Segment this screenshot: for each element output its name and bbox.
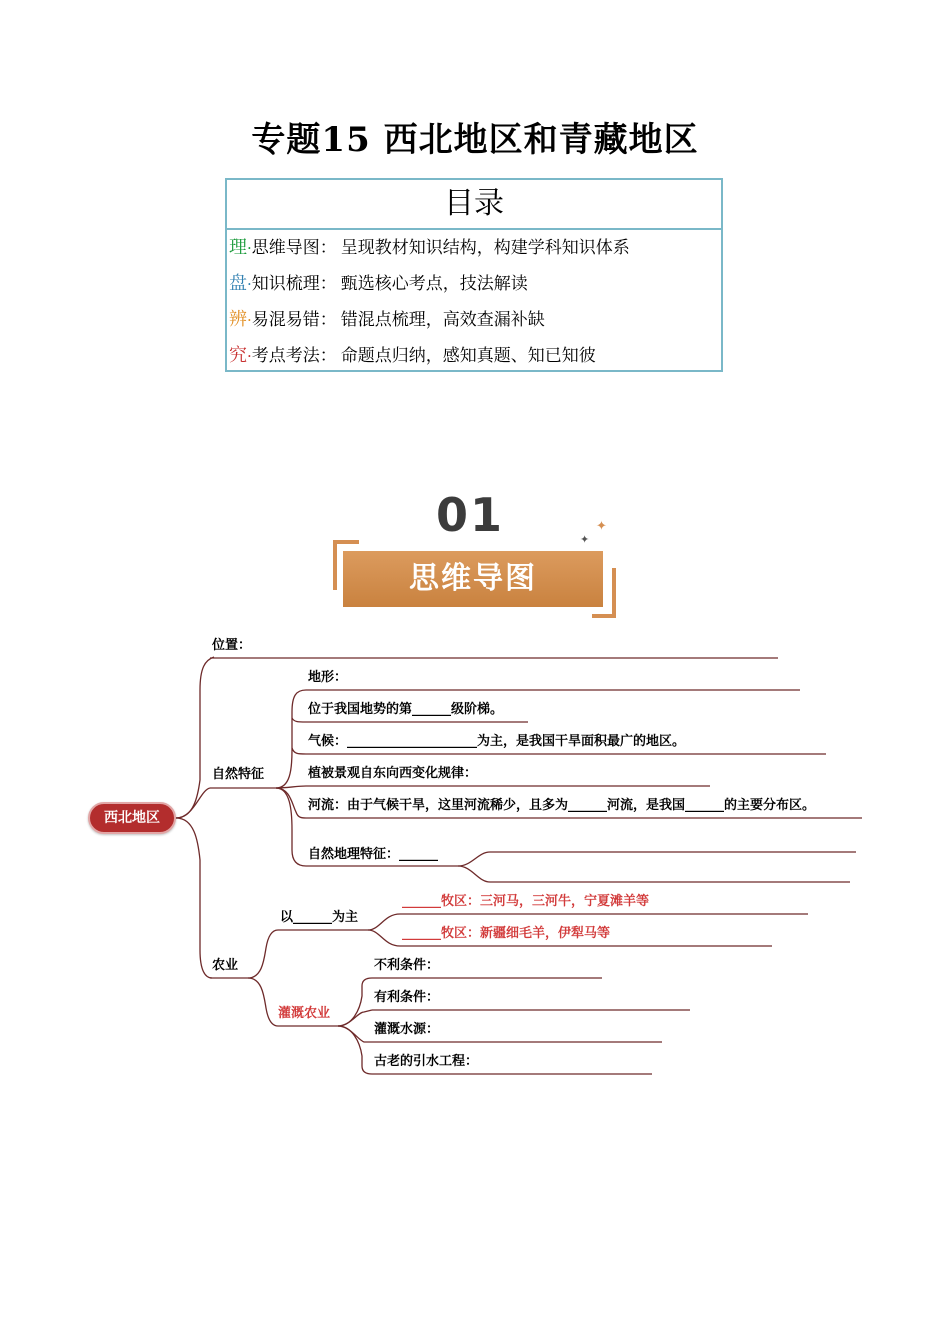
branch-line bbox=[338, 1026, 372, 1074]
branch-line bbox=[458, 852, 856, 866]
mindmap-root: 西北地区 bbox=[88, 802, 176, 834]
node-vegetation: 植被景观自东向西变化规律： bbox=[308, 766, 478, 781]
node-pastoral-area-2: ______牧区：新疆细毛羊，伊犁马等 bbox=[402, 926, 611, 941]
toc-key: 究 bbox=[229, 345, 247, 366]
toc-desc: 命题点归纳，感知真题、知已知彼 bbox=[340, 346, 596, 366]
toc-key: 理 bbox=[229, 237, 247, 258]
node-unfavorable: 不利条件： bbox=[374, 958, 440, 973]
node-favorable: 有利条件： bbox=[374, 990, 440, 1005]
node-pastoral-area-1: ______牧区：三河马，三河牛，宁夏滩羊等 bbox=[402, 894, 650, 909]
toc-row: 理·思维导图： 呈现教材知识结构，构建学科知识体系 bbox=[229, 237, 630, 258]
branch-line bbox=[176, 818, 212, 978]
toc-desc: 错混点梳理，高效查漏补缺 bbox=[340, 310, 545, 330]
sparkle-icon: ✦ bbox=[596, 519, 607, 534]
toc-desc: 甄选核心考点，技法解读 bbox=[340, 274, 528, 294]
toc-heading: 目录 bbox=[227, 180, 721, 230]
branch-line bbox=[338, 978, 372, 1026]
branch-line bbox=[176, 788, 210, 818]
toc-key: 辨 bbox=[229, 309, 247, 330]
branch-line bbox=[276, 690, 306, 788]
toc-row: 盘·知识梳理： 甄选核心考点，技法解读 bbox=[229, 273, 528, 294]
branch-line bbox=[248, 978, 278, 1026]
branch-line bbox=[458, 866, 850, 882]
node-agriculture: 农业 bbox=[212, 958, 239, 973]
branch-line bbox=[292, 718, 306, 722]
toc-name: 知识梳理 bbox=[251, 274, 320, 294]
section-banner: 思维导图 bbox=[343, 551, 603, 607]
sparkle-icon: ✦ bbox=[580, 533, 590, 546]
node-terrain-step: 位于我国地势的第______级阶梯。 bbox=[308, 702, 504, 717]
toc-desc: 呈现教材知识结构，构建学科知识体系 bbox=[340, 238, 630, 258]
page-title: 专题15 西北地区和青藏地区 bbox=[251, 120, 699, 160]
node-pastoral: 以______为主 bbox=[280, 910, 359, 925]
branch-line bbox=[338, 1010, 372, 1026]
section-number: 01 bbox=[435, 488, 504, 542]
node-position: 位置： bbox=[212, 638, 252, 653]
branch-line bbox=[292, 748, 306, 754]
branch-line bbox=[176, 657, 214, 818]
node-terrain: 地形： bbox=[308, 670, 348, 685]
node-ancient-project: 古老的引水工程： bbox=[374, 1054, 479, 1069]
toc-name: 思维导图 bbox=[251, 238, 320, 258]
toc-name: 易混易错 bbox=[251, 310, 320, 330]
node-climate: 气候：____________________为主，是我国干旱面积最广的地区。 bbox=[308, 734, 686, 749]
toc-row: 究·考点考法： 命题点归纳，感知真题、知已知彼 bbox=[229, 345, 596, 366]
toc-name: 考点考法 bbox=[251, 346, 320, 366]
toc-key: 盘 bbox=[229, 273, 247, 294]
branch-line bbox=[248, 930, 278, 978]
branch-line bbox=[338, 1026, 372, 1042]
node-water-source: 灌溉水源： bbox=[374, 1022, 440, 1037]
node-natural: 自然特征 bbox=[212, 767, 265, 782]
node-irrigation: 灌溉农业 bbox=[278, 1006, 331, 1021]
node-geo-features: 自然地理特征：______ bbox=[308, 847, 439, 862]
toc-row: 辨·易混易错： 错混点梳理，高效查漏补缺 bbox=[229, 309, 545, 330]
node-rivers: 河流：由于气候干旱，这里河流稀少，且多为______河流，是我国______的主要分布区。 bbox=[308, 798, 816, 813]
